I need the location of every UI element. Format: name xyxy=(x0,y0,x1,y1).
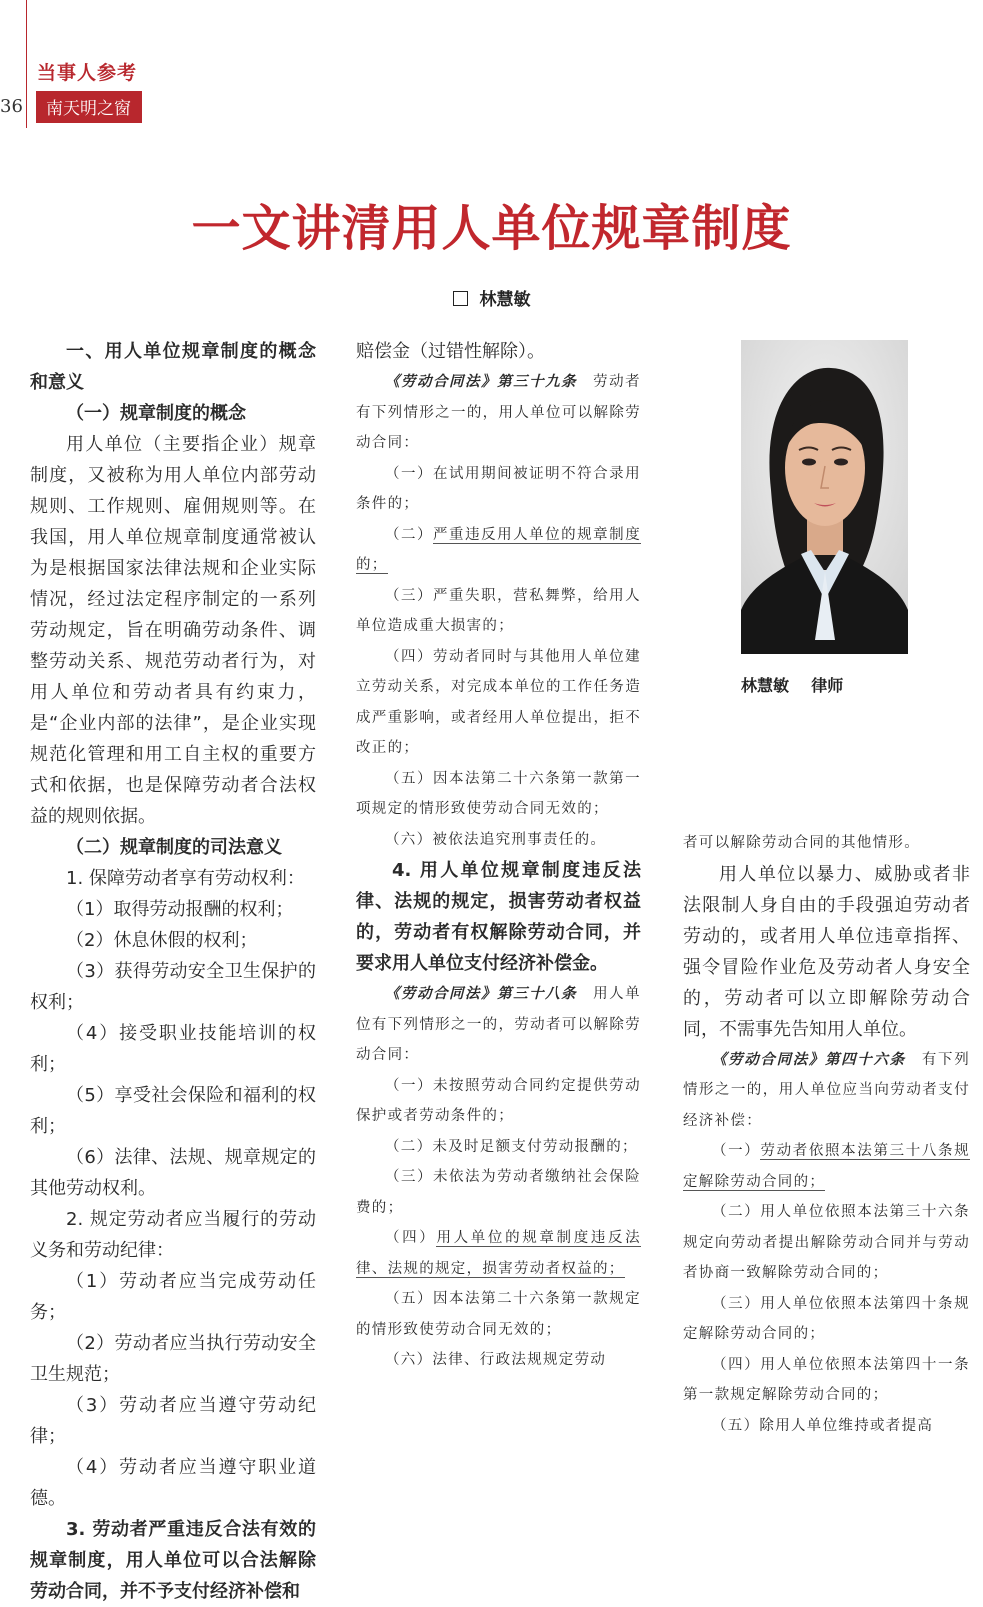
paragraph-text: （五）除用人单位维持或者提高 xyxy=(712,1417,934,1434)
paragraph-text: （二） xyxy=(385,526,434,543)
paragraph xyxy=(30,1390,316,1452)
paragraph-text: （二）用人单位依照本法第三十六条规定向劳动者提出解除劳动合同并与劳动者协商一致解除劳动合同的； xyxy=(683,1204,970,1281)
paragraph xyxy=(356,581,641,642)
column-2 xyxy=(356,336,641,1376)
paragraph xyxy=(30,894,316,925)
paragraph xyxy=(683,859,970,1045)
paragraph xyxy=(356,855,641,979)
paragraph xyxy=(30,1266,316,1328)
column-tag: 南天明之窗 xyxy=(36,91,142,123)
paragraph xyxy=(356,1284,641,1345)
paragraph xyxy=(30,925,316,956)
paragraph-text: （三）严重失职，营私舞弊，给用人单位造成重大损害的； xyxy=(356,587,641,634)
law-text: 有下列情形之一的，用人单位应当向劳动者支付经济补偿： xyxy=(683,1051,970,1129)
paragraph-text: （三）未依法为劳动者缴纳社会保险费的； xyxy=(356,1169,641,1216)
paragraph-text: （2）休息休假的权利； xyxy=(66,930,258,951)
paragraph xyxy=(30,1328,316,1390)
paragraph xyxy=(683,1350,970,1411)
column-1 xyxy=(30,336,316,1607)
section-label: 当事人参考 xyxy=(37,62,138,84)
paragraph-text: （一） xyxy=(712,1143,761,1159)
photo-caption: 林慧敏 律师 xyxy=(741,676,844,695)
header-rule xyxy=(26,0,27,128)
author-name: 林慧敏 xyxy=(479,290,531,310)
paragraph-text: （三）用人单位依照本法第四十条规定解除劳动合同的； xyxy=(683,1295,970,1342)
underlined-text: 劳动者依照本法第三十八条规定解除劳动合同的； xyxy=(683,1143,970,1190)
paragraph-text: （六）法律、行政法规规定劳动 xyxy=(385,1352,607,1368)
paragraph xyxy=(30,956,316,1018)
paragraph xyxy=(356,459,641,520)
paragraph xyxy=(683,1045,970,1137)
paragraph-text: 2. 规定劳动者应当履行的劳动义务和劳动纪律： xyxy=(30,1209,316,1261)
paragraph-text: （五）因本法第二十六条第一款第一项规定的情形致使劳动合同无效的； xyxy=(356,770,641,817)
underlined-text: 严重违反用人单位的规章制度的； xyxy=(356,526,641,573)
paragraph xyxy=(683,1411,970,1442)
paragraph xyxy=(30,336,316,398)
paragraph xyxy=(30,832,316,863)
law-citation: 《劳动合同法》第三十九条 xyxy=(385,373,578,390)
paragraph xyxy=(683,1289,970,1350)
paragraph xyxy=(356,367,641,459)
paragraph xyxy=(30,1514,316,1607)
paragraph-text: （4）接受职业技能培训的权利； xyxy=(30,1023,316,1075)
author-photo xyxy=(741,340,908,654)
byline xyxy=(0,285,983,310)
paragraph-text: （四）用人单位依照本法第四十一条第一款规定解除劳动合同的； xyxy=(683,1356,970,1403)
paragraph-text: （六）被依法追究刑事责任的。 xyxy=(385,831,607,848)
paragraph xyxy=(683,1197,970,1289)
paragraph-text: （二）规章制度的司法意义 xyxy=(66,837,282,858)
paragraph-text: 一、用人单位规章制度的概念和意义 xyxy=(30,341,316,393)
paragraph xyxy=(30,1204,316,1266)
paragraph xyxy=(30,429,316,832)
paragraph-text: 用人单位以暴力、威胁或者非法限制人身自由的手段强迫劳动者劳动的，或者用人单位违章指挥、强令冒险作业危及劳动者人身安全的，劳动者可以立即解除劳动合同，不需事先告知用人单位。 xyxy=(683,863,970,1040)
paragraph-text: （6）法律、法规、规章规定的其他劳动权利。 xyxy=(30,1147,316,1199)
paragraph xyxy=(30,1452,316,1514)
paragraph xyxy=(356,1132,641,1163)
law-text: 劳动者有下列情形之一的，用人单位可以解除劳动合同： xyxy=(356,374,641,451)
paragraph xyxy=(356,1162,641,1223)
paragraph-text: （二）未及时足额支付劳动报酬的； xyxy=(385,1138,638,1155)
law-text: 用人单位有下列情形之一的，劳动者可以解除劳动合同： xyxy=(356,986,641,1063)
article-title: 一文讲清用人单位规章制度 xyxy=(191,200,792,257)
law-citation: 《劳动合同法》第四十六条 xyxy=(712,1050,906,1068)
paragraph xyxy=(356,336,641,367)
paragraph-text: （一）未按照劳动合同约定提供劳动保护或者劳动条件的； xyxy=(356,1077,641,1124)
paragraph-text: （五）因本法第二十六条第一款规定的情形致使劳动合同无效的； xyxy=(356,1291,641,1338)
paragraph-text: （3）劳动者应当遵守劳动纪律； xyxy=(30,1395,316,1447)
underlined-text: 用人单位的规章制度违反法律、法规的规定，损害劳动者权益的； xyxy=(356,1230,641,1277)
paragraph-text: 赔偿金（过错性解除）。 xyxy=(356,341,545,362)
paragraph-text: 者可以解除劳动合同的其他情形。 xyxy=(683,835,920,851)
paragraph xyxy=(30,1142,316,1204)
column-3 xyxy=(683,828,970,1441)
paragraph xyxy=(356,1223,641,1284)
paragraph xyxy=(356,642,641,764)
paragraph xyxy=(356,1345,641,1376)
paragraph-text: （一）规章制度的概念 xyxy=(66,403,246,424)
paragraph-text: （2）劳动者应当执行劳动安全卫生规范； xyxy=(30,1333,316,1385)
paragraph-text: （1）取得劳动报酬的权利； xyxy=(66,899,294,920)
paragraph xyxy=(30,398,316,429)
paragraph-text: 1. 保障劳动者享有劳动权利： xyxy=(66,868,305,889)
paragraph xyxy=(683,1136,970,1197)
paragraph xyxy=(30,1018,316,1080)
paragraph xyxy=(356,764,641,825)
paragraph-text: （四） xyxy=(385,1230,437,1246)
paragraph xyxy=(683,828,970,859)
portrait-image xyxy=(741,340,908,654)
paragraph-text: （4）劳动者应当遵守职业道德。 xyxy=(30,1457,316,1509)
paragraph xyxy=(356,1071,641,1132)
paragraph-text: （3）获得劳动安全卫生保护的权利； xyxy=(30,961,316,1013)
paragraph xyxy=(356,520,641,581)
paragraph-text: 3. 劳动者严重违反合法有效的规章制度，用人单位可以合法解除劳动合同，并不予支付经济补偿和 xyxy=(30,1519,316,1602)
paragraph-text: （四）劳动者同时与其他用人单位建立劳动关系，对完成本单位的工作任务造成严重影响，或者经用人单位提出，拒不改正的； xyxy=(356,648,641,756)
law-citation: 《劳动合同法》第三十八条 xyxy=(385,985,578,1002)
paragraph-text: 4. 用人单位规章制度违反法律、法规的规定，损害劳动者权益的，劳动者有权解除劳动合同，并要求用人单位支付经济补偿金。 xyxy=(356,860,641,974)
paragraph xyxy=(356,825,641,856)
paragraph xyxy=(30,863,316,894)
paragraph xyxy=(356,979,641,1071)
paragraph-text: （1）劳动者应当完成劳动任务； xyxy=(30,1271,316,1323)
page-number: 36 xyxy=(0,96,23,117)
square-icon xyxy=(453,291,468,306)
paragraph-text: （一）在试用期间被证明不符合录用条件的； xyxy=(356,465,641,512)
paragraph xyxy=(30,1080,316,1142)
paragraph-text: （5）享受社会保险和福利的权利； xyxy=(30,1085,316,1137)
paragraph-text: 用人单位（主要指企业）规章制度，又被称为用人单位内部劳动规则、工作规则、雇佣规则等。在我国，用人单位规章制度通常被认为是根据国家法律法规和企业实际情况，经过法定程序制定的一系列劳动规定，旨在明确劳动条件、调整劳动关系、规范劳动者行为，对用人单位和劳动者具有约束力，是“企业内部的法律”，是企业实现规范化管理和用工自主权的重要方式和依据，也是保障劳动者合法权益的规则依据。 xyxy=(30,434,316,827)
